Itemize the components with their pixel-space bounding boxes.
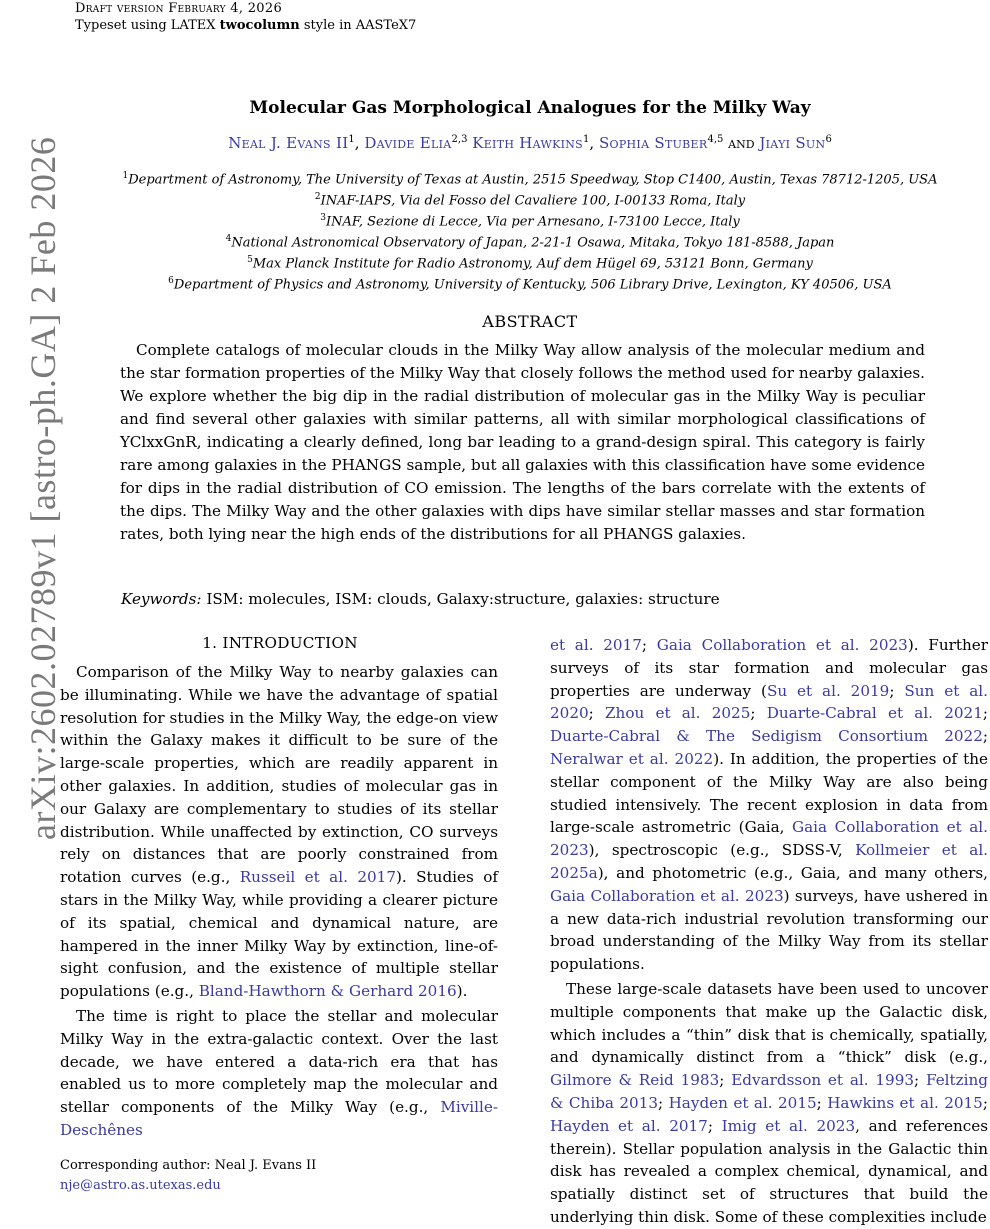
citation-link[interactable]: Hayden et al. 2017 (550, 1116, 708, 1135)
corresponding-author: Corresponding author: Neal J. Evans II (60, 1158, 317, 1173)
latex-logo: LATEX (170, 18, 216, 33)
author-link[interactable]: Neal J. Evans II (228, 134, 349, 152)
author-list: Neal J. Evans $II^1$, Davide Elia$^{2,3}$ Keith Hawkins$^1$, Sophia Stuber$^{4,5}$ and Jiayi Sun$^6$ (228, 134, 832, 152)
citation-link[interactable]: Bland-Hawthorn & Gerhard 2016 (198, 982, 457, 1001)
page-header (75, 0, 416, 34)
citation-link[interactable]: Duarte-Cabral & The Sedigism Consortium 2022 (550, 727, 983, 746)
citation-link[interactable]: Hayden et al. 2015 (668, 1093, 817, 1112)
keywords: Keywords: ISM: molecules, ISM: clouds, Galaxy:structure, galaxies: structure (121, 590, 720, 608)
citation-link[interactable]: Sun et al. 2020 (550, 681, 988, 723)
citation-link[interactable]: Gilmore & Reid 1983 (550, 1071, 720, 1090)
email-link[interactable]: nje@astro.as.utexas.edu (60, 1178, 221, 1193)
author-link[interactable]: Keith Hawkins (472, 134, 584, 152)
citation-link[interactable]: Kollmeier et al. 2025a (550, 841, 989, 882)
affiliation: $^4$National Astronomical Observatory of Japan, 2-21-1 Osawa, Mitaka, Tokyo 181-8588, Japan (225, 234, 835, 251)
author-link[interactable]: Sophia Stuber (598, 134, 708, 152)
affiliation: $^1$Department of Astronomy, The University of Texas at Austin, 2515 Speedway, Stop C1400, Austin, Texas 78712-1205, USA (122, 171, 938, 188)
author-link[interactable]: Davide Elia (364, 134, 452, 152)
citation-link[interactable]: Neralwar et al. 2022 (550, 749, 714, 768)
abstract-heading: ABSTRACT (482, 312, 578, 331)
paragraph: et al. 2017; Gaia Collaboration et al. 2023). Further surveys of its star formation and molecular gas properties are underway (Su et al. 2019; Sun et al. 2020; Zhou et al. 2025; Duarte-Cabral et al. 2021; Duarte-Cabral & The Sedigism Consortium 2022; Neralwar et al. 2022). In addition, the properties of the stellar component of the Milky Way are also being studied intensively. The recent explosion in data from large-scale astrometric (Gaia, Gaia Collaboration et al. 2023), spectroscopic (e.g., SDSS-V, Kollmeier et al. 2025a), and photometric (e.g., Gaia, and many others, Gaia Collaboration et al. 2023) surveys, have ushered in a new data-rich industrial revolution transforming our broad understanding of the Milky Way from its stellar populations. (550, 636, 989, 974)
citation-link[interactable]: Zhou et al. 2025 (604, 704, 751, 723)
citation-link[interactable]: Edvardsson et al. 1993 (731, 1071, 915, 1090)
paragraph: The time is right to place the stellar and molecular Milky Way in the extra-galactic context. Over the last decade, we have entered a data-rich era that has enabled us to more completely map the molecular and stellar components of the Milky Way (e.g., Miville-Deschênes (60, 1006, 498, 1139)
citation-link[interactable]: et al. 2017 (550, 636, 642, 654)
paragraph: These large-scale datasets have been used to uncover multiple components that make up the Galactic disk, which includes a “thin” disk that is chemically, spatially, and dynamically distinct from a “thick” disk (e.g., Gilmore & Reid 1983; Edvardsson et al. 1993; Feltzing & Chiba 2013; Hayden et al. 2015; Hawkins et al. 2015; Hayden et al. 2017; Imig et al. 2023, and references therein). Stellar population analysis in the Galactic thin disk has revealed a complex chemical, dynamical, and spatially distinct set of structures that build the underlying thin disk. Some of these complexities include (550, 979, 989, 1226)
citation-link[interactable]: Hawkins et al. 2015 (827, 1093, 983, 1112)
citation-link[interactable]: Duarte-Cabral et al. 2021 (766, 704, 983, 723)
corresponding-author-footnote (60, 1156, 316, 1196)
draft-version: Draft version February 4, 2026 (75, 1, 283, 16)
affiliation: $^5$Max Planck Institute for Radio Astronomy, Auf dem Hügel 69, 53121 Bonn, Germany (247, 255, 813, 272)
paragraph: Comparison of the Milky Way to nearby galaxies can be illuminating. While we have the advantage of spatial resolution for studies in the Milky Way, the edge-on view within the Galaxy makes it difficult to be sure of the large-scale properties, which are readily apparent in other galaxies. In addition, studies of molecular gas in our Galaxy are complementary to studies of its stellar distribution. While unaffected by extinction, CO surveys rely on distances that are poorly constrained from rotation curves (e.g., Russeil et al. 2017). Studies of stars in the Milky Way, while providing a clearer picture of its spatial, chemical and dynamical nature, are hampered in the inner Milky Way by extinction, line-of-sight confusion, and the existence of multiple stellar populations (e.g., Bland-Hawthorn & Gerhard 2016). (60, 663, 498, 1001)
author-link[interactable]: Jiayi Sun (759, 134, 826, 152)
citation-link[interactable]: Miville-Deschênes (60, 1098, 498, 1139)
citation-link[interactable]: Gaia Collaboration et al. 2023 (550, 818, 988, 860)
paper-title: Molecular Gas Morphological Analogues for the Milky Way (249, 98, 811, 118)
abstract-text: Complete catalogs of molecular clouds in the Milky Way allow analysis of the molecular medium and the star formation properties of the Milky Way that closely follows the method used for nearby galaxies. We explore whether the big dip in the radial distribution of molecular gas in the Milky Way is peculiar and find several other galaxies with similar patterns, all with similar morphological classifications of YClxxGnR, indicating a clearly defined, long bar leading to a grand-design spiral. This category is fairly rare among galaxies in the PHANGS sample, but all galaxies with this classification have some evidence for dips in the radial distribution of CO emission. The lengths of the bars correlate with the extents of the dips. The Milky Way and the other galaxies with dips have similar stellar masses and star formation rates, both lying near the high ends of the distributions for all PHANGS galaxies. (120, 341, 925, 543)
affiliation: $^3$INAF, Sezione di Lecce, Via per Arnesano, I-73100 Lecce, Italy (320, 213, 740, 230)
citation-link[interactable]: Gaia Collaboration et al. 2023 (550, 886, 784, 905)
affiliations (0, 166, 990, 292)
citation-link[interactable]: Su et al. 2019 (766, 681, 890, 700)
citation-link[interactable]: Russeil et al. 2017 (239, 868, 396, 887)
citation-link[interactable]: Imig et al. 2023 (721, 1116, 856, 1135)
citation-link[interactable]: Gaia Collaboration et al. 2023 (656, 636, 908, 654)
affiliation: $^2$INAF-IAPS, Via del Fosso del Cavaliere 100, I-00133 Roma, Italy (314, 192, 746, 209)
right-column (550, 634, 988, 1229)
section-heading: 1. INTRODUCTION (202, 634, 358, 652)
typeset-line: Typeset using LATEX twocolumn style in AASTeX7 (75, 18, 417, 33)
left-column (60, 661, 498, 1142)
citation-link[interactable]: Feltzing & Chiba 2013 (550, 1071, 989, 1112)
affiliation: $^6$Department of Physics and Astronomy, University of Kentucky, 506 Library Drive, Lexington, KY 40506, USA (168, 276, 892, 293)
